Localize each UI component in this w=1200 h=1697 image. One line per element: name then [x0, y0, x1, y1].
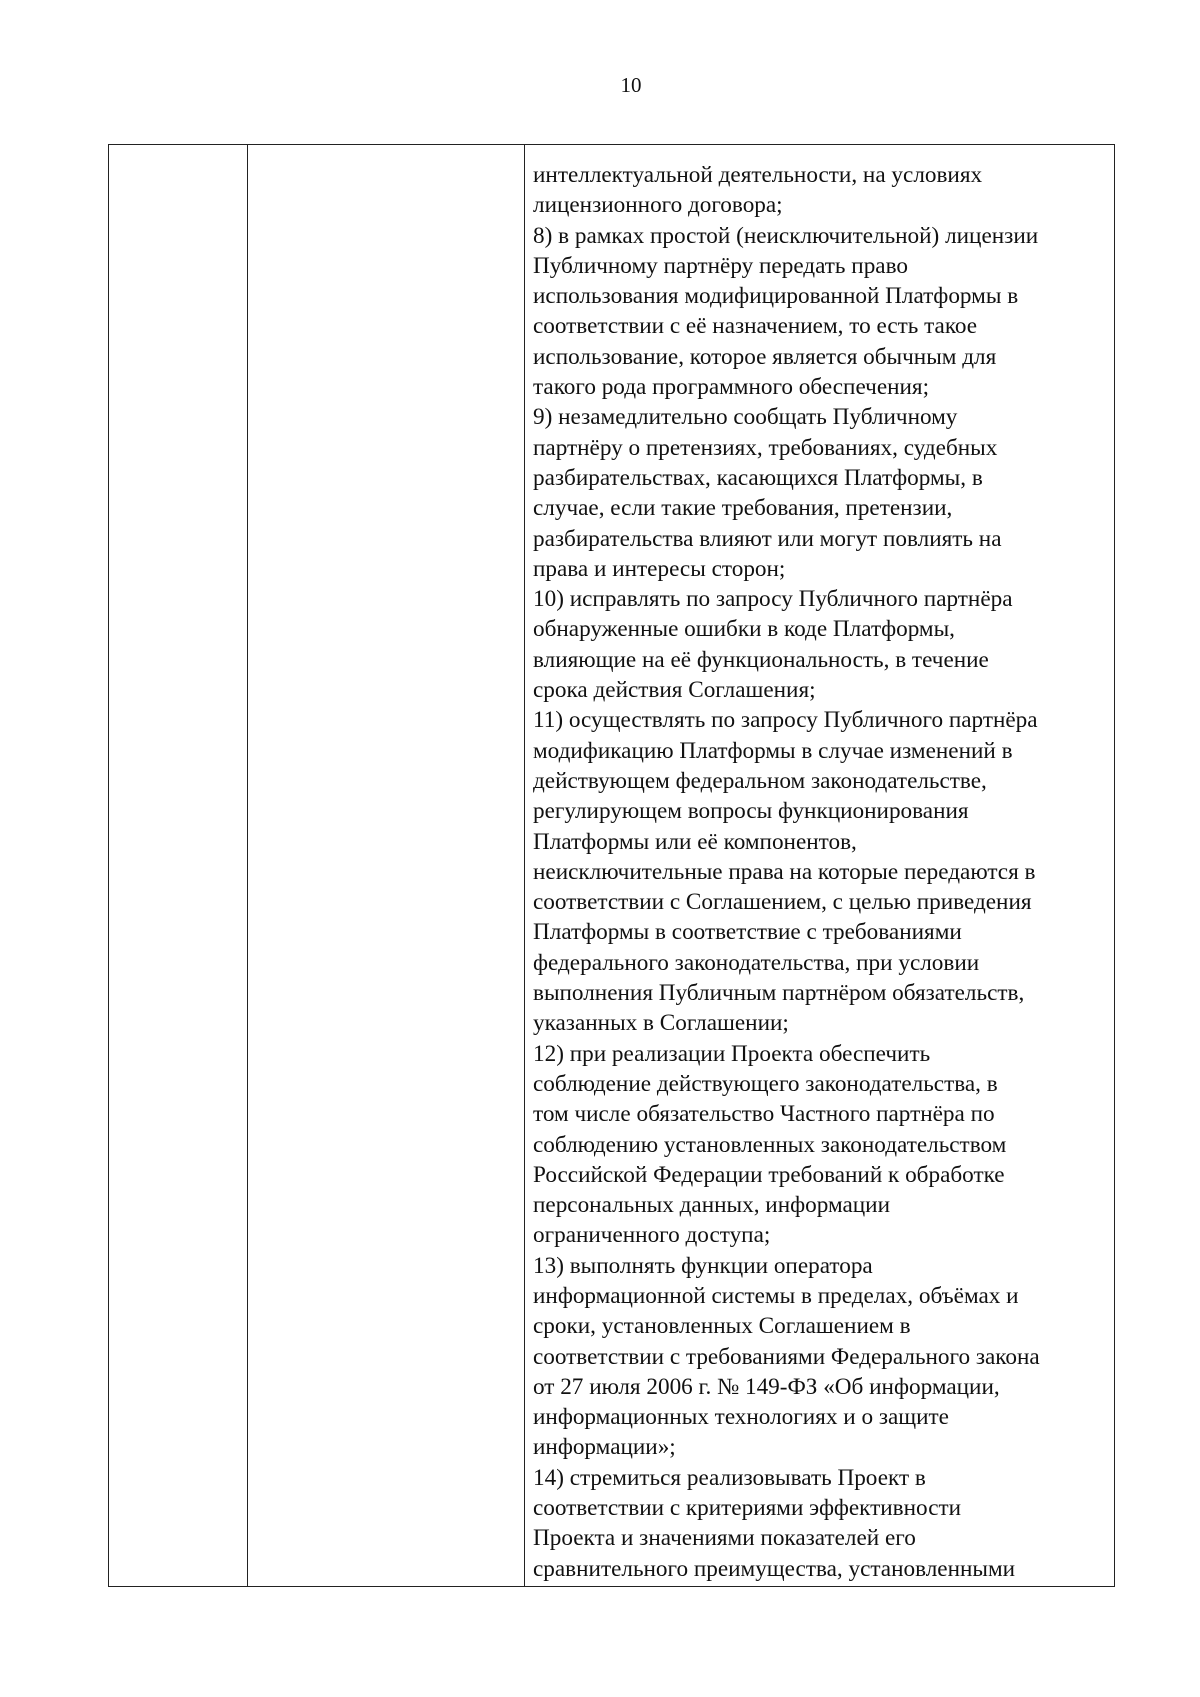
text-line: обнаруженные ошибки в коде Платформы, [533, 616, 955, 643]
text-line: сроки, установленных Соглашением в [533, 1313, 911, 1340]
text-line: соответствии с критериями эффективности [533, 1495, 962, 1522]
table-cell-column-2 [248, 145, 525, 1587]
text-line: партнёру о претензиях, требованиях, судебных [533, 434, 998, 461]
text-line: использования модифицированной Платформы в [533, 283, 1019, 310]
text-line: Российской Федерации требований к обработке [533, 1161, 1005, 1188]
text-line: регулирующем вопросы функционирования [533, 798, 969, 825]
table-row [109, 145, 1115, 1587]
table-cell-column-1 [109, 145, 248, 1587]
text-line: соответствии с её назначением, то есть такое [533, 313, 978, 340]
text-line: использование, которое является обычным для [533, 343, 997, 370]
text-line: персональных данных, информации [533, 1192, 890, 1219]
text-line: неисключительные права на которые передаются в [533, 858, 1036, 885]
text-line: права и интересы сторон; [533, 555, 786, 582]
text-line: 14) стремиться реализовывать Проект в [533, 1464, 926, 1491]
text-line: информационных технологиях и о защите [533, 1404, 949, 1431]
text-line: такого рода программного обеспечения; [533, 374, 930, 401]
text-line: 13) выполнять функции оператора [533, 1252, 873, 1279]
text-line: влияющие на её функциональность, в течение [533, 646, 989, 673]
text-line: соответствии с Соглашением, с целью приведения [533, 889, 1032, 916]
text-line: 12) при реализации Проекта обеспечить [533, 1040, 931, 1067]
text-line: том числе обязательство Частного партнёра по [533, 1101, 995, 1128]
text-line: интеллектуальной деятельности, на условиях [533, 162, 983, 188]
text-line: случае, если такие требования, претензии, [533, 495, 953, 522]
page-number: 10 [620, 73, 642, 97]
text-line: срока действия Соглашения; [533, 677, 816, 704]
text-line: выполнения Публичным партнёром обязательств, [533, 980, 1025, 1007]
text-line: соблюдению установленных законодательством [533, 1131, 1007, 1158]
text-line: 8) в рамках простой (неисключительной) лицензии [533, 222, 1039, 249]
text-line: Платформы в соответствие с требованиями [533, 919, 962, 946]
text-line: ограниченного доступа; [533, 1222, 771, 1249]
table-cell-column-3 [525, 145, 1115, 1587]
obligations-text [525, 145, 1114, 1584]
text-line: модификацию Платформы в случае изменений в [533, 737, 1013, 764]
text-line: Платформы или её компонентов, [533, 828, 857, 855]
text-line: Публичному партнёру передать право [533, 252, 908, 279]
text-line: разбирательства влияют или могут повлиять на [533, 525, 1002, 552]
text-line: 10) исправлять по запросу Публичного партнёра [533, 586, 1013, 613]
text-line: информации»; [533, 1434, 676, 1461]
text-line: федерального законодательства, при условии [533, 949, 980, 976]
text-line: соответствии с требованиями Федерального закона [533, 1343, 1040, 1370]
text-line: указанных в Соглашении; [533, 1010, 789, 1037]
text-line: от 27 июля 2006 г. № 149-ФЗ «Об информации, [533, 1373, 1000, 1400]
text-line: сравнительного преимущества, установленными [533, 1555, 1016, 1582]
text-line: Проекта и значениями показателей его [533, 1525, 916, 1552]
text-line: разбирательствах, касающихся Платформы, в [533, 464, 983, 491]
document-table [108, 144, 1115, 1587]
text-line: 9) незамедлительно сообщать Публичному [533, 404, 958, 431]
text-line: 11) осуществлять по запросу Публичного партнёра [533, 707, 1038, 734]
text-line: действующем федеральном законодательстве, [533, 767, 987, 794]
text-line: информационной системы в пределах, объёмах и [533, 1282, 1019, 1309]
text-line: соблюдение действующего законодательства, в [533, 1070, 998, 1097]
text-line: лицензионного договора; [533, 192, 783, 219]
